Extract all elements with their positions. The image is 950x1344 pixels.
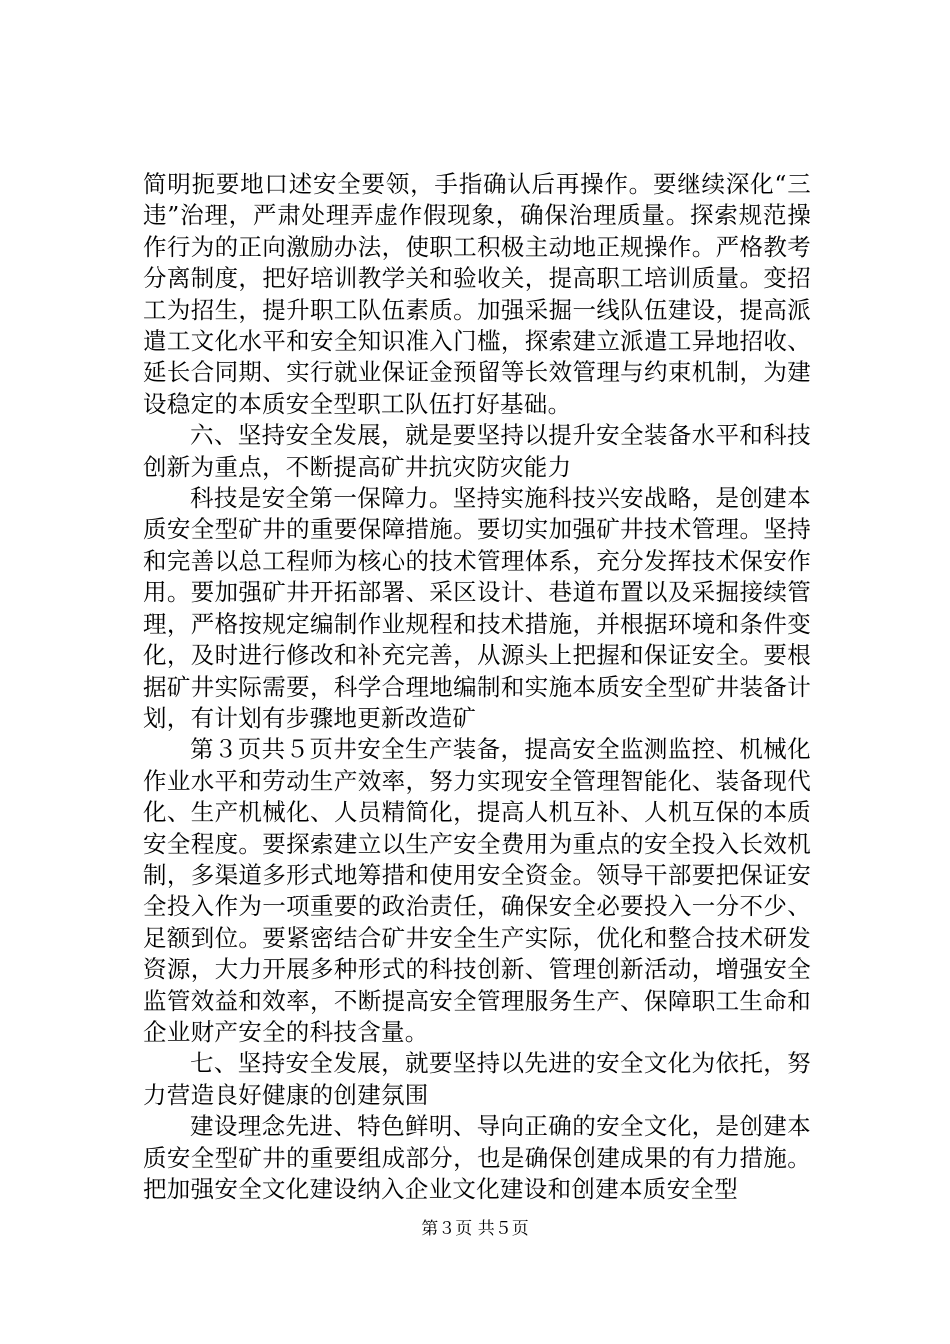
paragraph-section-6-heading: 六、坚持安全发展，就是要坚持以提升安全装备水平和科技创新为重点，不断提高矿井抗灾防灾能力 — [143, 421, 811, 481]
page-footer: 第３页 共５页 — [421, 1219, 529, 1239]
paragraph-4: 第３页共５页井安全生产装备，提高安全监测监控、机械化作业水平和劳动生产效率，努力实现安全管理智能化、装备现代化、生产机械化、人员精简化，提高人机互补、人机互保的本质安全程度。要探索建立以生产安全费用为重点的安全投入长效机制，多渠道多形式地筹措和使用安全资金。领导干部要把保证安全投入作为一项重要的政治责任，确保安全必要投入一分不少、足额到位。要紧密结合矿井安全生产实际，优化和整合技术研发资源，大力开展多种形式的科技创新、管理创新活动，增强安全监管效益和效率，不断提高安全管理服务生产、保障职工生命和企业财产安全的科技含量。 — [143, 735, 811, 1046]
paragraph-3: 科技是安全第一保障力。坚持实施科技兴安战略，是创建本质安全型矿井的重要保障措施。要切实加强矿井技术管理。坚持和完善以总工程师为核心的技术管理体系，充分发挥技术保安作用。要加强矿井开拓部署、采区设计、巷道布置以及采掘接续管理，严格按规定编制作业规程和技术措施，并根据环境和条件变化，及时进行修改和补充完善，从源头上把握和保证安全。要根据矿井实际需要，科学合理地编制和实施本质安全型矿井装备计划，有计划有步骤地更新改造矿 — [143, 484, 811, 732]
paragraph-6: 建设理念先进、特色鲜明、导向正确的安全文化，是创建本质安全型矿井的重要组成部分，也是确保创建成果的有力措施。把加强安全文化建设纳入企业文化建设和创建本质安全型 — [143, 1112, 811, 1203]
paragraph-section-7-heading: 七、坚持安全发展，就要坚持以先进的安全文化为依托，努力营造良好健康的创建氛围 — [143, 1049, 811, 1109]
paragraph-1: 简明扼要地口述安全要领，手指确认后再操作。要继续深化“三违”治理，严肃处理弄虚作假现象，确保治理质量。探索规范操作行为的正向激励办法，使职工积极主动地正规操作。严格教考分离制度，把好培训教学关和验收关，提高职工培训质量。变招工为招生，提升职工队伍素质。加强采掘一线队伍建设，提高派遣工文化水平和安全知识准入门槛，探索建立派遣工异地招收、延长合同期、实行就业保证金预留等长效管理与约束机制，为建设稳定的本质安全型职工队伍打好基础。 — [143, 170, 811, 418]
document-body — [143, 169, 811, 1205]
